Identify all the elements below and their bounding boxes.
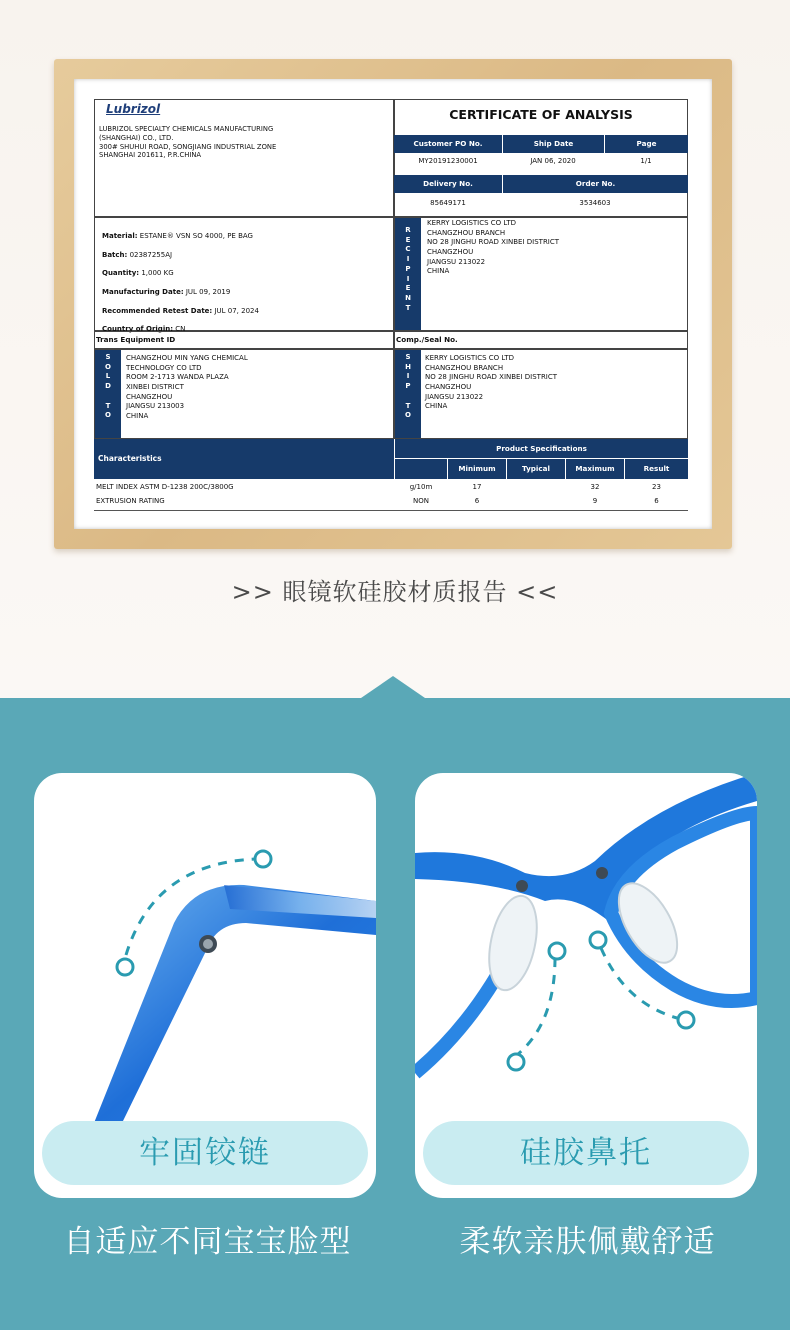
nose-pad-subtitle: 柔软亲肤佩戴舒适	[459, 1224, 716, 1260]
delivery-value: 85649171	[430, 199, 466, 207]
material-value: ESTANE® VSN SO 4000, PE BAG	[137, 232, 253, 241]
material-label: Material:	[102, 232, 138, 241]
certificate-paper	[74, 79, 712, 529]
product-specs-header: Product Specifications	[395, 439, 688, 458]
maximum-header: Maximum	[566, 459, 624, 479]
report-caption: >> 眼镜软硅胶材质报告 <<	[231, 578, 559, 606]
order-header: Order No.	[502, 175, 688, 193]
retest-date-label: Recommended Retest Date:	[102, 306, 213, 315]
certificate-title: CERTIFICATE OF ANALYSIS	[449, 107, 633, 122]
delivery-header: Delivery No.	[394, 175, 502, 193]
batch-label: Batch:	[102, 250, 128, 259]
row-2-result: 6	[654, 497, 659, 505]
row-1-min: 17	[472, 483, 482, 491]
nose-pad-label-pill: 硅胶鼻托	[423, 1121, 749, 1185]
result-header: Result	[625, 459, 688, 479]
row-1-max: 32	[590, 483, 600, 491]
hinge-label-pill: 牢固铰链	[42, 1121, 368, 1185]
row-2-min: 6	[474, 497, 480, 505]
mfg-date-label: Manufacturing Date:	[102, 288, 184, 297]
row-1-name: MELT INDEX ASTM D-1238 200C/3800G	[96, 483, 234, 491]
certificate	[94, 99, 688, 511]
nose-pad-card	[415, 773, 757, 1198]
page-value: 1/1	[640, 157, 652, 165]
ship-to-vertical-label: S H I P T O	[395, 350, 421, 438]
material-info	[102, 223, 259, 344]
ship-to-address: KERRY LOGISTICS CO LTD CHANGZHOU BRANCH NO 28 JINGHU ROAD XINBEI DISTRICT CHANGZHOU JIANGSU 213022 CHINA	[425, 354, 558, 411]
quantity-label: Quantity:	[102, 269, 140, 278]
ship-date-value: JAN 06, 2020	[530, 157, 576, 165]
typical-header: Typical	[507, 459, 565, 479]
minimum-header: Minimum	[448, 459, 506, 479]
row-2-unit: NON	[413, 497, 429, 505]
row-2-max: 9	[592, 497, 598, 505]
mfg-date-value: JUL 09, 2019	[183, 288, 231, 297]
characteristics-header: Characteristics	[94, 439, 394, 479]
customer-po-header: Customer PO No.	[394, 135, 502, 153]
row-2-name: EXTRUSION RATING	[96, 497, 165, 505]
quantity-value: 1,000 KG	[139, 269, 174, 278]
lubrizol-logo: Lubrizol	[106, 102, 161, 116]
hinge-subtitle: 自适应不同宝宝脸型	[63, 1224, 352, 1260]
origin-value: CN	[173, 325, 186, 334]
order-value: 3534603	[579, 199, 611, 207]
row-1-unit: g/10m	[409, 483, 433, 491]
sold-to-vertical-label: S O L D T O	[95, 350, 121, 438]
table-bottom-rule	[94, 510, 688, 511]
trans-equipment-label: Trans Equipment ID	[96, 335, 176, 344]
hinge-card	[34, 773, 376, 1198]
certificate-frame	[54, 59, 732, 549]
seal-label: Comp./Seal No.	[396, 335, 458, 344]
customer-po-value: MY20191230001	[418, 157, 478, 165]
sold-to-address: CHANGZHOU MIN YANG CHEMICAL TECHNOLOGY CO LTD ROOM 2-1713 WANDA PLAZA XINBEI DISTRICT CHANGZHOU JIANGSU 213003 CHINA	[126, 354, 248, 420]
spec-unit-header	[395, 459, 447, 479]
page-header: Page	[604, 135, 688, 153]
origin-label: Country of Origin:	[102, 325, 173, 334]
ship-date-header: Ship Date	[502, 135, 604, 153]
row-1-result: 23	[652, 483, 661, 491]
batch-value: 02387255AJ	[127, 250, 173, 259]
recipient-vertical-label: R E C I P I E N T	[395, 218, 421, 330]
section-notch	[361, 676, 425, 698]
recipient-address: KERRY LOGISTICS CO LTD CHANGZHOU BRANCH NO 28 JINGHU ROAD XINBEI DISTRICT CHANGZHOU JIANGSU 213022 CHINA	[427, 219, 560, 276]
company-address: LUBRIZOL SPECIALTY CHEMICALS MANUFACTURING (SHANGHAI) CO., LTD. 300# SHUHUI ROAD, SONGJIANG INDUSTRIAL ZONE SHANGHAI 201611, P.R.CHINA	[99, 125, 277, 160]
retest-date-value: JUL 07, 2024	[212, 306, 259, 315]
